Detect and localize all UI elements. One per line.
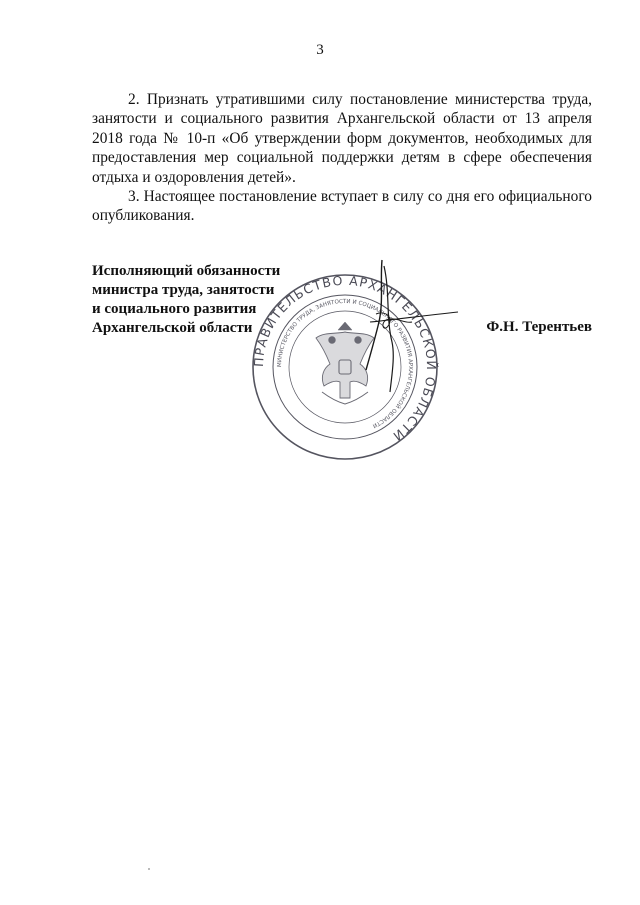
document-body — [92, 90, 592, 226]
seal-outer-text: ПРАВИТЕЛЬСТВО АРХАНГЕЛЬСКОЙ ОБЛАСТИ — [250, 272, 440, 445]
signatory-position-line: министра труда, занятости — [92, 282, 275, 298]
handwritten-signature — [340, 252, 470, 402]
signatory-name: Ф.Н. Терентьев — [486, 319, 592, 335]
seal-inner-text: МИНИСТЕРСТВО ТРУДА, ЗАНЯТОСТИ И СОЦИАЛЬНОГО РАЗВИТИЯ АРХАНГЕЛЬСКОЙ ОБЛАСТИ — [276, 298, 414, 429]
paragraph-2: 2. Признать утратившими силу постановление министерства труда, занятости и социального развития Архангельской области от 13 апреля 2018 года № 10-п «Об утверждении форм документов, необходимых для предоставления мер социальной поддержки детям в сфере обеспечения отдыха и оздоровления детей». — [92, 91, 592, 186]
page-number: 3 — [316, 42, 324, 58]
signatory-position-line: Архангельской области — [92, 320, 253, 336]
paragraph-3: 3. Настоящее постановление вступает в силу со дня его официального опубликования. — [92, 188, 592, 225]
signatory-position-line: Исполняющий обязанности — [92, 263, 281, 279]
scan-artifact — [148, 868, 150, 870]
signatory-position-line: и социального развития — [92, 301, 257, 317]
